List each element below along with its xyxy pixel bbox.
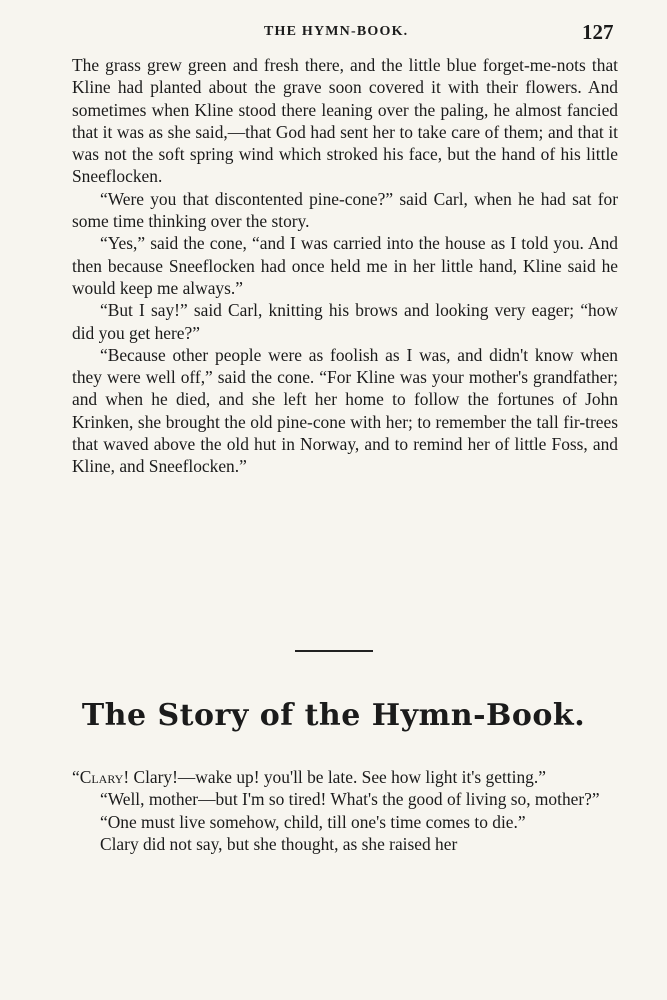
running-title: THE HYMN-BOOK. (264, 24, 409, 39)
new-story-text (72, 766, 618, 855)
paragraph (72, 766, 618, 788)
paragraph: “Because other people were as foolish as I was, and didn't know when they were well off,” said the cone. “For Kline was your mother's grandfather; and when he died, and she left her home to follow the fortunes of John Krinken, she brought the old pine-cone with her; to remember the tall fir-trees that waved above the old hut in Norway, and to remind her of little Foss, and Kline, and Sneeflocken.” (72, 344, 618, 477)
paragraph: “But I say!” said Carl, knitting his brows and looking very eager; “how did you get here?” (72, 300, 618, 343)
opening-word: “Clary (72, 767, 124, 787)
paragraph: “One must live somehow, child, till one's time comes to die.” (100, 811, 526, 832)
story-title: The Story of the Hymn-Book. (81, 698, 586, 733)
section-divider (295, 650, 373, 652)
page-number: 127 (582, 20, 614, 44)
paragraph: “Well, mother—but I'm so tired! What's the good of living so, mother?” (100, 789, 600, 810)
page-header (0, 14, 667, 44)
paragraph: Clary did not say, but she thought, as she raised her (100, 833, 458, 854)
paragraph-rest: ! Clary!—wake up! you'll be late. See how light it's getting.” (123, 767, 546, 787)
paragraph: “Yes,” said the cone, “and I was carried into the house as I told you. And then because Sneeflocken had once held me in her little hand, Kline said he would keep me always.” (72, 233, 618, 298)
paragraph: The grass grew green and fresh there, and the little blue forget-me-nots that Kline had planted about the grave soon covered it with their flowers. And sometimes when Kline stood there leaning over the paling, he almost fancied that it was as she said,—that God had sent her to take care of them; and that it was not the soft spring wind which stroked his face, but the hand of his little Sneeflocken. (72, 55, 618, 187)
paragraph: “Were you that discontented pine-cone?” said Carl, when he had sat for some time thinking over the story. (72, 188, 618, 232)
previous-story-ending (72, 54, 618, 478)
